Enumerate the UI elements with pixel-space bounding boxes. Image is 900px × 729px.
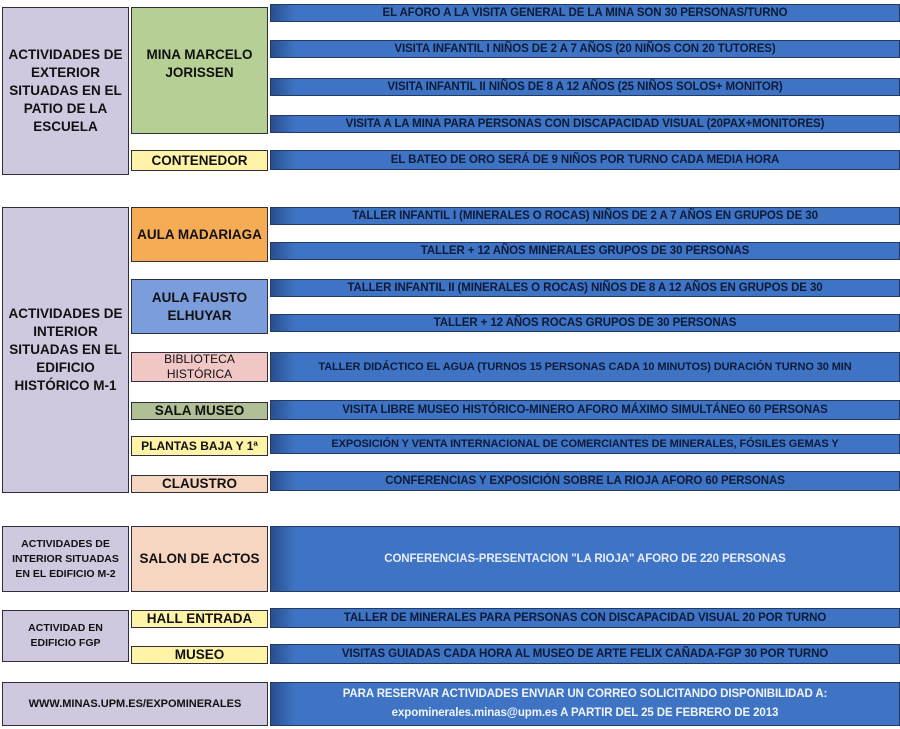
info-row-text: TALLER INFANTIL I (MINERALES O ROCAS) NIÑOS DE 2 A 7 AÑOS EN GRUPOS DE 30 (352, 210, 818, 222)
location-museo (131, 646, 268, 664)
info-row (270, 150, 900, 170)
info-row (270, 526, 900, 592)
location-text: AULA MADARIAGA (137, 226, 262, 242)
activity-interior-m2-label (2, 526, 129, 592)
location-text: BIBLIOTECA HISTÓRICA (164, 352, 235, 381)
info-row (270, 40, 900, 58)
info-row-text: TALLER + 12 AÑOS MINERALES GRUPOS DE 30 PERSONAS (420, 245, 750, 257)
activity-fgp-label (2, 610, 129, 662)
info-row-text: VISITA LIBRE MUSEO HISTÓRICO-MINERO AFORO MÁXIMO SIMULTÁNEO 60 PERSONAS (342, 404, 828, 416)
info-row (270, 78, 900, 96)
info-row (270, 471, 900, 491)
info-row-text: TALLER + 12 AÑOS ROCAS GRUPOS DE 30 PERSONAS (433, 317, 737, 329)
info-row-text: VISITA INFANTIL I NIÑOS DE 2 A 7 AÑOS (20 NIÑOS CON 20 TUTORES) (394, 43, 776, 55)
info-row-text: EL BATEO DE ORO SERÁ DE 9 NIÑOS POR TURNO CADA MEDIA HORA (390, 154, 780, 166)
website-label (2, 682, 268, 726)
location-text: MINA MARCELO JORISSEN (146, 47, 253, 80)
info-row-text: EL AFORO A LA VISITA GENERAL DE LA MINA SON 30 PERSONAS/TURNO (382, 7, 788, 19)
activity-exterior-label (2, 7, 129, 175)
info-row-text: TALLER DIDÁCTICO EL AGUA (TURNOS 15 PERSONAS CADA 10 MINUTOS) DURACIÓN TURNO 30 MIN (318, 361, 852, 373)
info-row (270, 314, 900, 332)
location-text: CONTENEDOR (151, 152, 248, 168)
activity-fgp-text: ACTIVIDAD EN EDIFICIO FGP (28, 622, 103, 649)
info-row (270, 400, 900, 420)
location-aula-fausto-elhuyar (131, 279, 268, 334)
location-hall-entrada (131, 610, 268, 628)
info-row (270, 242, 900, 260)
info-row-text: TALLER INFANTIL II (MINERALES O ROCAS) NIÑOS DE 8 A 12 AÑOS EN GRUPOS DE 30 (347, 282, 823, 294)
reservation-line1: PARA RESERVAR ACTIVIDADES ENVIAR UN CORREO SOLICITANDO DISPONIBILIDAD A: (342, 688, 828, 700)
location-text: MUSEO (174, 647, 225, 662)
activity-interior-m1-label (2, 207, 129, 493)
website-text: WWW.MINAS.UPM.ES/EXPOMINERALES (28, 697, 242, 710)
info-row (270, 207, 900, 225)
activity-interior-m2-text: ACTIVIDADES DE INTERIOR SITUADAS EN EL EDIFICIO M-2 (12, 537, 119, 580)
location-text: CLAUSTRO (162, 476, 237, 491)
info-row-text: VISITA A LA MINA PARA PERSONAS CON DISCAPACIDAD VISUAL (20PAX+MONITORES) (345, 118, 825, 130)
location-biblioteca-historica (131, 352, 268, 382)
info-row-text: VISITAS GUIADAS CADA HORA AL MUSEO DE ARTE FELIX CAÑADA-FGP 30 POR TURNO (341, 648, 829, 660)
info-row-text: CONFERENCIAS-PRESENTACION "LA RIOJA" AFORO DE 220 PERSONAS (384, 553, 786, 565)
info-row (270, 608, 900, 628)
location-text: HALL ENTRADA (146, 611, 253, 626)
info-row (270, 434, 900, 454)
info-row-text: CONFERENCIAS Y EXPOSICIÓN SOBRE LA RIOJA AFORO 60 PERSONAS (385, 475, 785, 487)
info-row-text: EXPOSICIÓN Y VENTA INTERNACIONAL DE COMERCIANTES DE MINERALES, FÓSILES GEMAS Y (331, 438, 839, 450)
location-sala-museo (131, 402, 268, 420)
activity-interior-m1-text: ACTIVIDADES DE INTERIOR SITUADAS EN EL EDIFICIO HISTÓRICO M-1 (8, 306, 123, 393)
location-salon-de-actos (131, 526, 268, 592)
location-claustro (131, 475, 268, 493)
location-aula-madariaga (131, 207, 268, 262)
activity-exterior-text: ACTIVIDADES DE EXTERIOR SITUADAS EN EL PATIO DE LA ESCUELA (8, 47, 123, 134)
location-mina-marcelo-jorissen (131, 7, 268, 134)
reservation-email-line: expominerales.minas@upm.es A PARTIR DEL 25 DE FEBRERO DE 2013 (391, 707, 779, 719)
location-text: SALON DE ACTOS (139, 551, 260, 566)
location-text: SALA MUSEO (154, 403, 245, 418)
info-row (270, 4, 900, 22)
location-text: AULA FAUSTO ELHUYAR (151, 289, 248, 323)
location-text: PLANTAS BAJA Y 1ª (141, 439, 258, 453)
info-row (270, 279, 900, 297)
info-row (270, 115, 900, 133)
location-plantas-baja (131, 436, 268, 456)
info-row-text: VISITA INFANTIL II NIÑOS DE 8 A 12 AÑOS (25 NIÑOS SOLOS+ MONITOR) (387, 81, 783, 93)
location-contenedor (131, 150, 268, 171)
info-row-text: TALLER DE MINERALES PARA PERSONAS CON DISCAPACIDAD VISUAL 20 POR TURNO (343, 612, 827, 624)
reservation-info (270, 682, 900, 726)
info-row (270, 644, 900, 664)
info-row (270, 352, 900, 382)
